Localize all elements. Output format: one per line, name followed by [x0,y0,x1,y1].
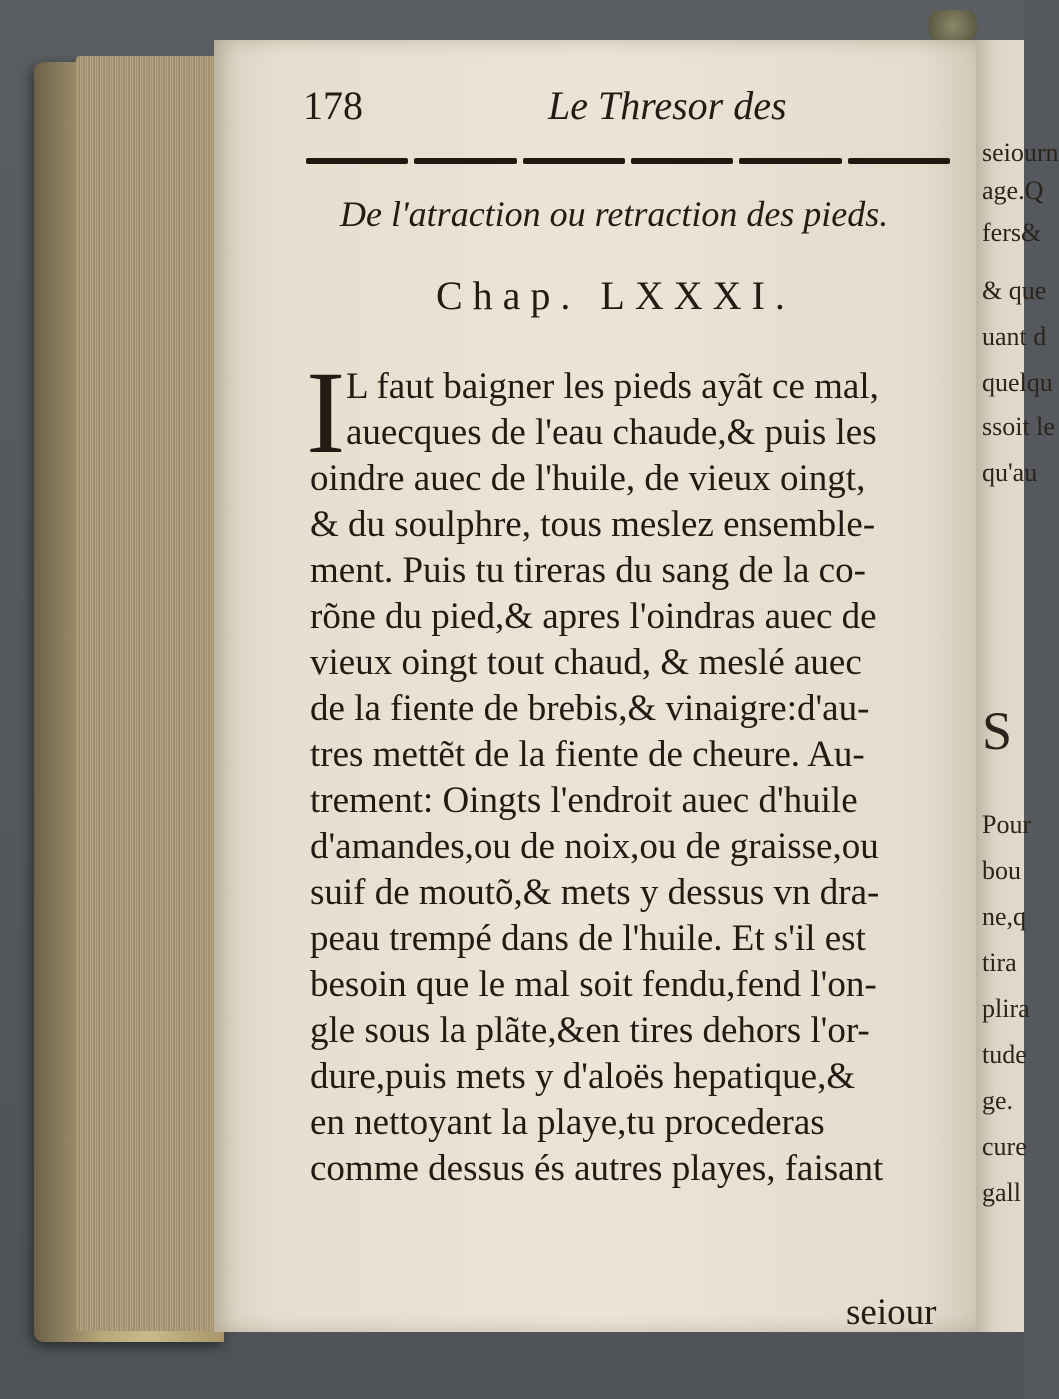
facing-fragment: fers& [982,218,1042,247]
header-rule [306,158,950,166]
page-edges [76,56,226,1331]
text-line: tres mettẽt de la fiente de cheure. Au- [310,734,865,775]
facing-fragment: age.Q [982,176,1044,205]
text-line: d'amandes,ou de noix,ou de graisse,ou [310,826,879,867]
running-head: Le Thresor des [548,83,787,128]
facing-fragment: & que [982,276,1047,305]
text-line: auecques de l'eau chaude,& puis les [346,412,877,453]
facing-fragment: ne,q [982,902,1027,931]
facing-fragment: tude [982,1040,1027,1069]
page-number: 178 [303,83,363,128]
text-line: ment. Puis tu tireras du sang de la co- [310,550,866,591]
facing-fragment: Pour [982,810,1032,839]
facing-page-edge [976,40,1059,1332]
drop-cap: I [306,347,346,478]
chapter-number: Chap. LXXXI. [436,273,795,318]
text-line: suif de moutõ,& mets y dessus vn dra- [310,872,880,913]
facing-fragment: ge. [982,1086,1014,1115]
text-line: oindre auec de l'huile, de vieux oingt, [310,458,866,499]
chapter-title: De l'atraction ou retraction des pieds. [340,194,889,234]
facing-fragment: gall [982,1178,1021,1207]
facing-fragment: ssoit le [982,412,1055,441]
facing-fragment: uant d [982,322,1047,351]
text-line: rõne du pied,& apres l'oindras auec de [310,596,877,637]
text-line: en nettoyant la playe,tu procederas [310,1102,825,1143]
facing-fragment: plira [982,994,1030,1023]
text-line: L faut baigner les pieds ayãt ce mal, [346,366,879,407]
text-line: besoin que le mal soit fendu,fend l'on- [310,964,877,1005]
text-line: vieux oingt tout chaud, & meslé auec [310,642,862,683]
facing-fragment: tira [982,948,1017,977]
text-line: trement: Oingts l'endroit auec d'huile [310,780,858,821]
text-line: gle sous la plãte,&en tires dehors l'or- [310,1010,870,1051]
facing-fragment: S [982,701,1013,761]
facing-fragment: quelqu [982,368,1053,397]
text-line: & du soulphre, tous meslez ensemble- [310,504,876,545]
catchword: seiour [846,1292,937,1333]
facing-fragment: cure [982,1132,1027,1161]
text-line: de la fiente de brebis,& vinaigre:d'au- [310,688,870,729]
facing-fragment: bou [982,856,1021,885]
facing-fragment: qu'au [982,458,1038,487]
text-line: peau trempé dans de l'huile. Et s'il est [310,918,866,959]
text-line: comme dessus és autres playes, faisant [310,1148,884,1189]
text-line: dure,puis mets y d'aloës hepatique,& [310,1056,856,1097]
facing-fragment: seiourn [982,138,1059,167]
